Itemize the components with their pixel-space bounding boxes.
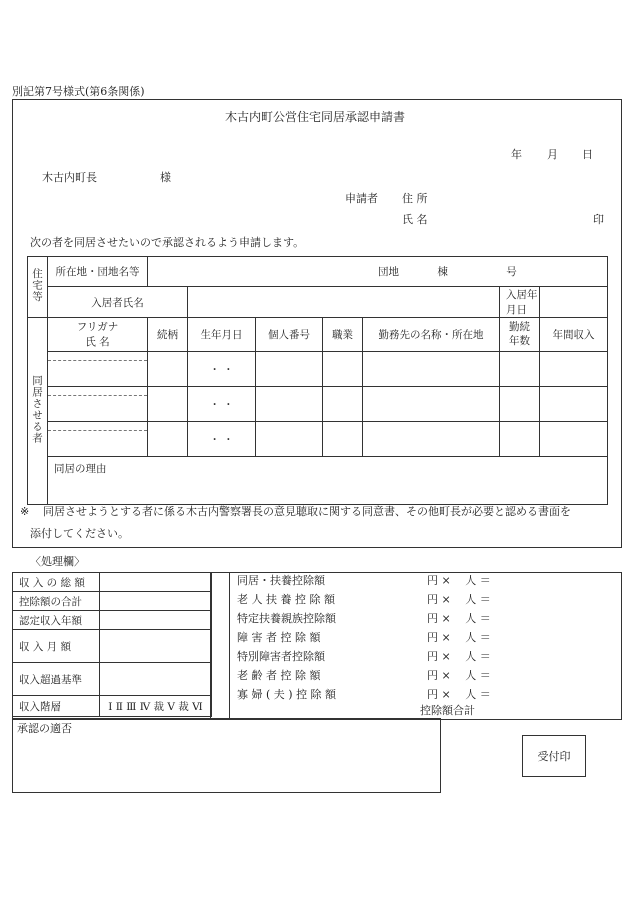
cohabitant-mynumber-field[interactable] (256, 387, 323, 422)
relation-header: 続柄 (148, 318, 188, 352)
cohabitant-birthdate-field[interactable]: ・ ・ (188, 422, 256, 457)
years-header: 勤続年数 (500, 318, 540, 352)
addressee-suffix: 様 (160, 171, 171, 184)
approval-box[interactable] (12, 718, 441, 793)
cohabitant-occupation-field[interactable] (323, 387, 363, 422)
excess-standard-field[interactable] (100, 663, 212, 696)
danchi-label: 団地 (378, 266, 399, 278)
deduction-calc[interactable]: 円 × 人 ＝ (427, 631, 491, 644)
cohabitant-row-1 (28, 352, 608, 387)
deduction-label: 老 齢 者 控 除 額 (237, 669, 321, 682)
deduction-total-label: 控除額合計 (420, 704, 475, 717)
workplace-header: 勤務先の名称・所在地 (363, 318, 500, 352)
request-text: 次の者を同居させたいので承認されるよう申請します。 (30, 236, 305, 249)
deduction-label: 障 害 者 控 除 額 (237, 631, 321, 644)
deduction-calc[interactable]: 円 × 人 ＝ (427, 612, 491, 625)
cohabitant-relation-field[interactable] (148, 387, 188, 422)
cohabitant-income-field[interactable] (540, 387, 608, 422)
mynumber-header: 個人番号 (256, 318, 323, 352)
housing-section-label: 住宅等 (28, 257, 48, 318)
date-year-label: 年 (511, 148, 522, 161)
deduction-calc[interactable]: 円 × 人 ＝ (427, 593, 491, 606)
approved-income-field[interactable] (100, 611, 212, 630)
gou-label: 号 (506, 266, 517, 278)
total-income-label: 収 入 の 総 額 (13, 573, 100, 592)
cohabitant-relation-field[interactable] (148, 352, 188, 387)
move-in-date-label: 入居年月日 (500, 287, 540, 318)
deduction-calc[interactable]: 円 × 人 ＝ (427, 669, 491, 682)
approved-income-label: 認定収入年額 (13, 611, 100, 630)
cohabitant-row-2 (28, 387, 608, 422)
cohabitant-section-label: 同居させる者 (28, 318, 48, 505)
cohabitant-occupation-field[interactable] (323, 352, 363, 387)
cohabitant-workplace-field[interactable] (363, 422, 500, 457)
applicant-name-label: 氏 名 (402, 213, 428, 226)
application-table (27, 256, 608, 505)
location-label: 所在地・団地名等 (48, 257, 148, 287)
furigana-name-header (48, 318, 148, 352)
birthdate-header: 生年月日 (188, 318, 256, 352)
reception-stamp-label: 受付印 (537, 750, 571, 763)
move-in-date-field[interactable] (540, 287, 608, 318)
cohabitant-income-field[interactable] (540, 422, 608, 457)
excess-standard-label: 収入超過基準 (13, 663, 100, 696)
total-income-field[interactable] (100, 573, 212, 592)
deduction-label: 老 人 扶 養 控 除 額 (237, 593, 335, 606)
cohabitant-income-field[interactable] (540, 352, 608, 387)
cohabitant-birthdate-field[interactable]: ・ ・ (188, 387, 256, 422)
form-number-note: 別記第7号様式(第6条関係) (12, 85, 145, 98)
deduction-calc[interactable]: 円 × 人 ＝ (427, 688, 491, 701)
total-deduction-label: 控除額の合計 (13, 592, 100, 611)
cohabitant-birthdate-field[interactable]: ・ ・ (188, 352, 256, 387)
cohabitant-mynumber-field[interactable] (256, 352, 323, 387)
income-class-options[interactable]: Ⅰ Ⅱ Ⅲ Ⅳ 裁 Ⅴ 裁 Ⅵ (100, 696, 212, 717)
total-deduction-field[interactable] (100, 592, 212, 611)
date-day-label: 日 (582, 148, 593, 161)
resident-name-label: 入居者氏名 (48, 287, 188, 318)
date-month-label: 月 (547, 148, 558, 161)
applicant-label: 申請者 (345, 192, 378, 205)
addressee-name: 木古内町長 (42, 171, 97, 184)
cohabitant-workplace-field[interactable] (363, 352, 500, 387)
cohabitant-name-field[interactable] (48, 352, 148, 387)
cohabitant-occupation-field[interactable] (323, 422, 363, 457)
cohabitation-reason-field[interactable] (48, 457, 608, 505)
income-header: 年間収入 (540, 318, 608, 352)
note-line-2: 添付してください。 (30, 527, 129, 540)
cohabitant-workplace-field[interactable] (363, 387, 500, 422)
income-table (12, 572, 212, 717)
cohabitant-relation-field[interactable] (148, 422, 188, 457)
applicant-address-label: 住 所 (402, 192, 428, 205)
furigana-header: フリガナ (76, 320, 119, 333)
note-line-1: 同居させようとする者に係る木古内警察署長の意見聴取に関する同意書、その他町長が必要と認める書面を (43, 505, 571, 518)
tou-label: 棟 (437, 266, 448, 278)
seal-mark: 印 (593, 213, 604, 226)
deduction-label: 特別障害者控除額 (237, 650, 325, 663)
note-mark: ※ (20, 505, 30, 518)
reception-stamp-box[interactable] (522, 735, 586, 777)
location-cell[interactable] (148, 257, 608, 287)
deduction-calc[interactable]: 円 × 人 ＝ (427, 650, 491, 663)
cohabitant-name-field[interactable] (48, 422, 148, 457)
processing-title: 〈処理欄〉 (30, 555, 85, 568)
cohabitant-mynumber-field[interactable] (256, 422, 323, 457)
name-header: 氏 名 (85, 335, 110, 348)
monthly-income-field[interactable] (100, 630, 212, 663)
form-title: 木古内町公営住宅同居承認申請書 (224, 110, 405, 124)
cohabitant-years-field[interactable] (500, 387, 540, 422)
monthly-income-label: 収 入 月 額 (13, 630, 100, 663)
deduction-calc[interactable]: 円 × 人 ＝ (427, 574, 491, 587)
approval-label: 承認の適否 (17, 722, 72, 735)
cohabitation-reason-label: 同居の理由 (54, 463, 107, 475)
income-class-label: 収入階層 (13, 696, 100, 717)
cohabitant-years-field[interactable] (500, 352, 540, 387)
deduction-label: 同居・扶養控除額 (237, 574, 325, 587)
resident-name-field[interactable] (188, 287, 500, 318)
occupation-header: 職業 (323, 318, 363, 352)
deduction-label: 特定扶養親族控除額 (237, 612, 336, 625)
deduction-label: 寡 婦 ( 夫 ) 控 除 額 (237, 688, 337, 701)
cohabitant-name-field[interactable] (48, 387, 148, 422)
cohabitant-years-field[interactable] (500, 422, 540, 457)
cohabitant-row-3 (28, 422, 608, 457)
